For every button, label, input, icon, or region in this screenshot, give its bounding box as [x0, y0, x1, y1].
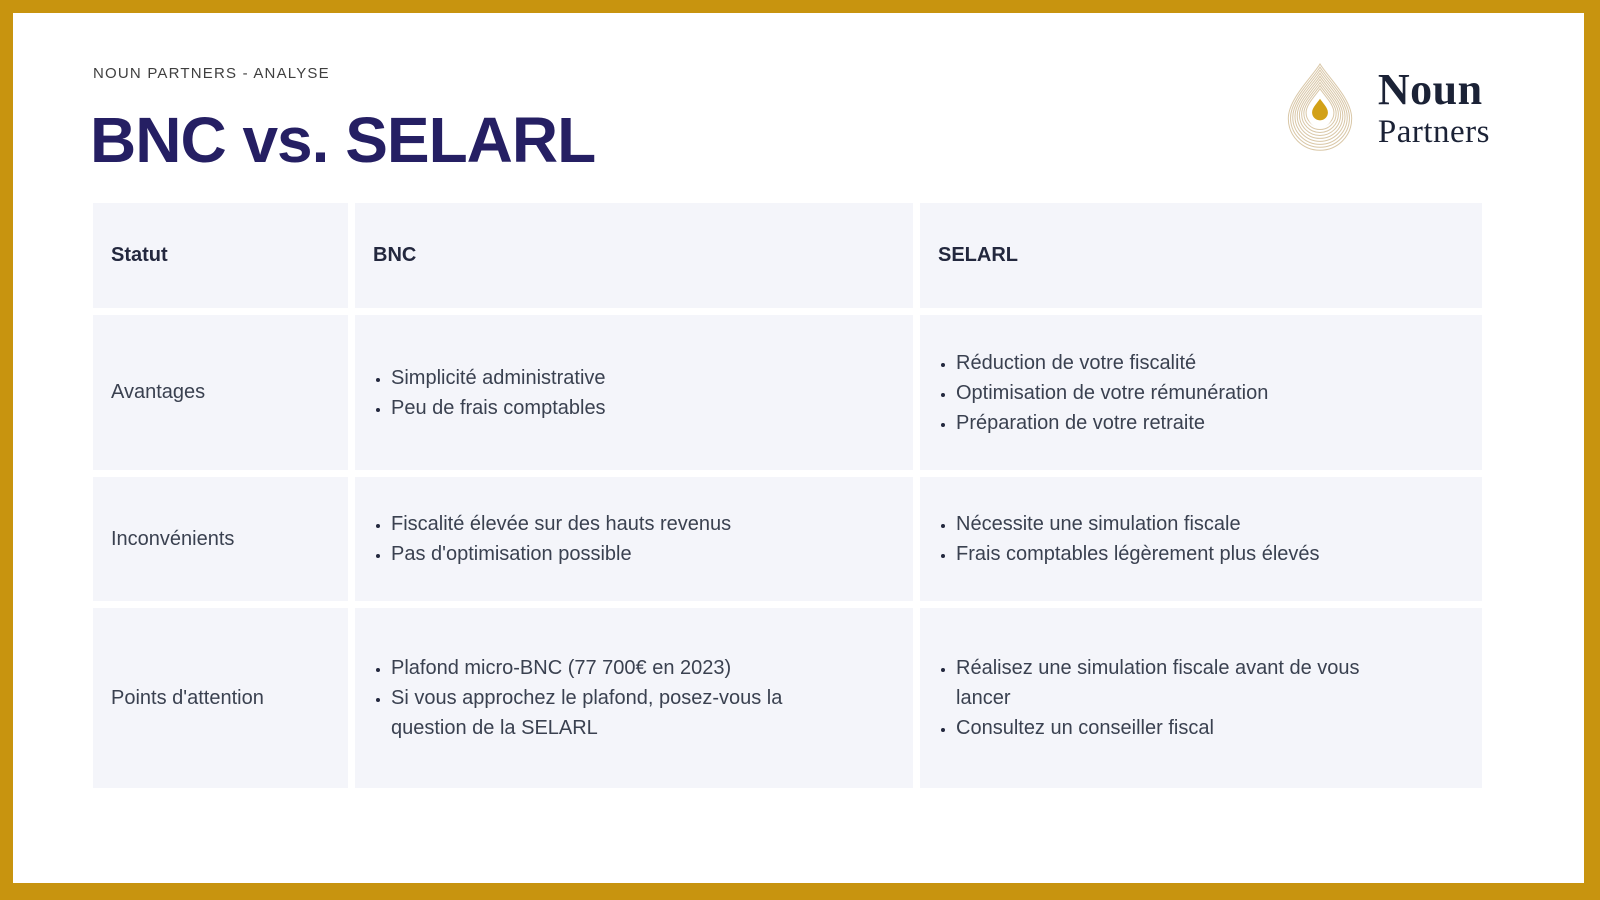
bullet-item: • Réduction de votre fiscalité: [956, 348, 1268, 378]
cell-bnc-points-attention: [355, 608, 913, 788]
cell-selarl-avantages: [920, 315, 1482, 470]
bullet-item: • Nécessite une simulation fiscale: [956, 509, 1320, 539]
noun-partners-logo: [1276, 56, 1490, 160]
cell-bnc-avantages: [355, 315, 913, 470]
bullet-item: • Frais comptables légèrement plus élevés: [956, 539, 1320, 569]
cell-selarl-inconvenients: [920, 477, 1482, 601]
bullet-item: • Peu de frais comptables: [391, 393, 606, 423]
row-label-inconvenients: Inconvénients: [93, 477, 348, 601]
bullet-item: • Fiscalité élevée sur des hauts revenus: [391, 509, 731, 539]
droplet-icon: [1276, 56, 1364, 160]
cell-bnc-inconvenients: [355, 477, 913, 601]
eyebrow-label: NOUN PARTNERS - ANALYSE: [93, 65, 330, 82]
bullet-item: • Réalisez une simulation fiscale avant de vous lancer: [956, 653, 1402, 713]
row-label-points-attention: Points d'attention: [93, 608, 348, 788]
cell-selarl-points-attention: [920, 608, 1482, 788]
bullet-item: • Si vous approchez le plafond, posez-vous la question de la SELARL: [391, 683, 853, 743]
logo-word-partners: Partners: [1377, 113, 1490, 150]
bullet-item: • Plafond micro-BNC (77 700€ en 2023): [391, 653, 853, 683]
column-header-bnc: BNC: [355, 203, 913, 308]
column-header-selarl: SELARL: [920, 203, 1482, 308]
bullet-item: • Préparation de votre retraite: [956, 408, 1268, 438]
logo-wordmark: [1377, 64, 1490, 150]
comparison-table: [93, 203, 1482, 788]
bullet-item: • Pas d'optimisation possible: [391, 539, 731, 569]
bullet-item: • Simplicité administrative: [391, 363, 606, 393]
row-label-avantages: Avantages: [93, 315, 348, 470]
column-header-statut: Statut: [93, 203, 348, 308]
page-title: BNC vs. SELARL: [90, 104, 596, 176]
bullet-item: • Consultez un conseiller fiscal: [956, 713, 1402, 743]
bullet-item: • Optimisation de votre rémunération: [956, 378, 1268, 408]
logo-word-noun: Noun: [1377, 64, 1483, 114]
